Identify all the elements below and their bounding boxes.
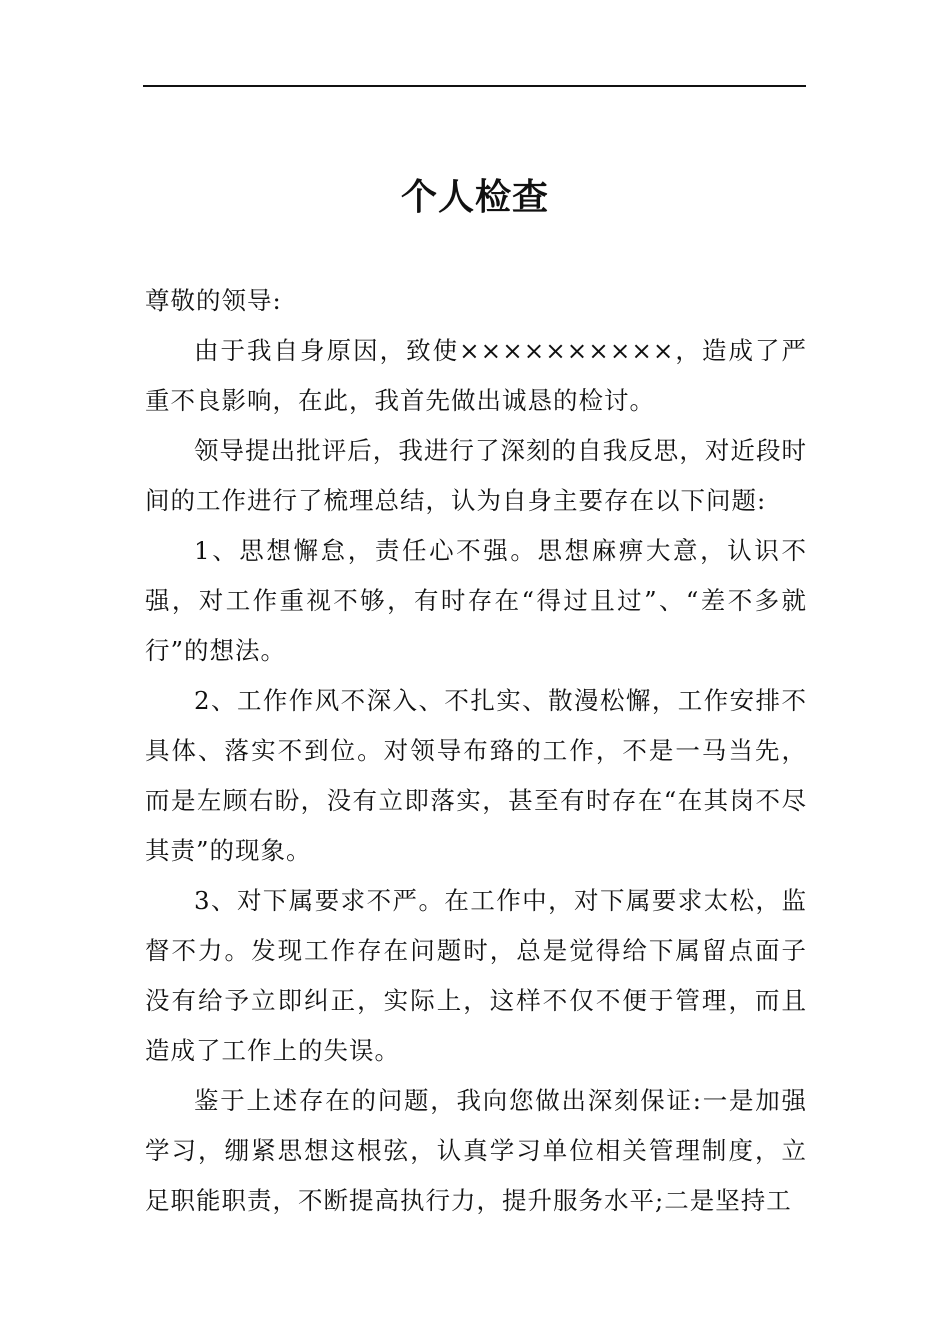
paragraph-intro: 由于我自身原因，致使××××××××××，造成了严重不良影响，在此，我首先做出诚恳的检讨。 xyxy=(145,336,807,415)
document-body xyxy=(145,276,807,1226)
header-rule xyxy=(143,85,806,87)
salutation: 尊敬的领导: xyxy=(145,286,282,315)
paragraph-reflection: 领导提出批评后，我进行了深刻的自我反思，对近段时间的工作进行了梳理总结，认为自身主要存在以下问题: xyxy=(145,436,807,515)
paragraph-problem-1: 1、思想懈怠，责任心不强。思想麻痹大意，认识不强，对工作重视不够，有时存在“得过且过”、“差不多就行”的想法。 xyxy=(145,536,807,665)
paragraph-commitment: 鉴于上述存在的问题，我向您做出深刻保证:一是加强学习，绷紧思想这根弦，认真学习单位相关管理制度，立足职能职责，不断提高执行力，提升服务水平;二是坚持工 xyxy=(145,1086,807,1215)
paragraph-problem-3: 3、对下属要求不严。在工作中，对下属要求太松，监督不力。发现工作存在问题时，总是觉得给下属留点面子没有给予立即纠正，实际上，这样不仅不便于管理，而且造成了工作上的失误。 xyxy=(145,886,807,1065)
document-title: 个人检查 xyxy=(400,177,549,218)
paragraph-problem-2: 2、工作作风不深入、不扎实、散漫松懈，工作安排不具体、落实不到位。对领导布臵的工作，不是一马当先，而是左顾右盼，没有立即落实，甚至有时存在“在其岗不尽其责”的现象。 xyxy=(145,686,807,865)
